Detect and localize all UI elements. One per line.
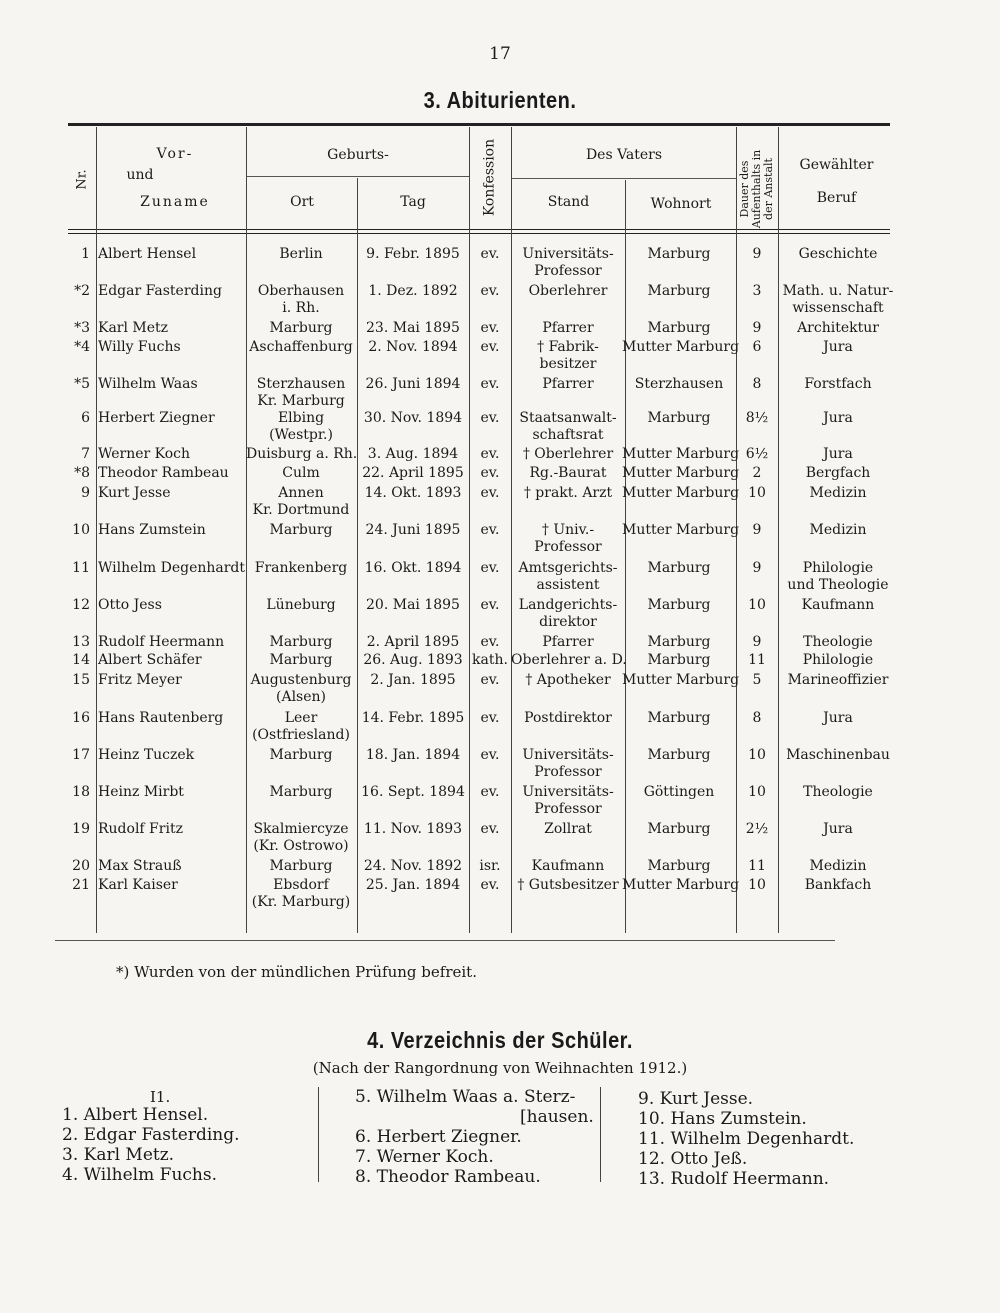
list-item: 10. Hans Zumstein.	[638, 1109, 807, 1129]
cell-tag: 14. Febr. 1895	[361, 710, 465, 726]
cell-tag: 20. Mai 1895	[366, 597, 460, 613]
header-beruf-1: Gewählter	[799, 157, 874, 173]
cell-dauer: 3	[752, 283, 762, 299]
cell-beruf: Jura	[823, 410, 853, 426]
cell-name: Albert Schäfer	[98, 652, 202, 668]
cell-stand: Universitäts-	[522, 784, 614, 800]
cell-beruf: Philologie	[802, 560, 874, 576]
cell-nr: *8	[74, 465, 90, 481]
cell-konf: isr.	[479, 858, 501, 874]
header-geburts: Geburts-	[327, 147, 389, 163]
cell-nr: 17	[72, 747, 90, 763]
cell-beruf: Marineoffizier	[787, 672, 889, 688]
header-ort: Ort	[290, 194, 314, 210]
cell-name: Heinz Tuczek	[98, 747, 195, 763]
cell-name: Otto Jess	[98, 597, 162, 613]
list-divider-2	[600, 1087, 601, 1182]
cell-beruf: Medizin	[809, 858, 867, 874]
cell-stand: Landgerichts-	[518, 597, 618, 613]
header-dauer: Dauer des Aufenthalts in der Anstalt	[738, 149, 775, 229]
cell-name: Wilhelm Waas	[98, 376, 198, 392]
header-tag: Tag	[400, 194, 426, 210]
cell-stand: † Oberlehrer	[522, 446, 614, 462]
cell-konf: ev.	[480, 672, 500, 688]
cell-beruf: Geschichte	[798, 246, 878, 262]
table-row	[68, 409, 898, 443]
cell-stand: † prakt. Arzt	[523, 485, 613, 501]
cell-konf: ev.	[480, 339, 500, 355]
cell-ort-line2: (Alsen)	[276, 689, 326, 705]
cell-ort: Marburg	[269, 320, 333, 336]
cell-stand: † Univ.-	[541, 522, 595, 538]
cell-ort-line2: i. Rh.	[282, 300, 320, 316]
cell-konf: ev.	[480, 320, 500, 336]
table-row	[68, 484, 898, 518]
cell-nr: 7	[81, 446, 90, 462]
cell-wohnort: Mutter Marburg	[622, 446, 740, 462]
student-list-col-2	[355, 1087, 594, 1187]
cell-konf: ev.	[480, 560, 500, 576]
cell-beruf: Jura	[823, 821, 853, 837]
cell-wohnort: Mutter Marburg	[622, 465, 740, 481]
list-item: 7. Werner Koch.	[355, 1147, 494, 1167]
cell-nr: 12	[72, 597, 90, 613]
cell-konf: ev.	[480, 784, 500, 800]
cell-tag: 2. April 1895	[366, 634, 460, 650]
cell-tag: 18. Jan. 1894	[365, 747, 461, 763]
cell-beruf: Bankfach	[804, 877, 872, 893]
cell-ort: Culm	[282, 465, 320, 481]
cell-beruf: Philologie	[802, 652, 874, 668]
cell-konf: ev.	[480, 283, 500, 299]
table-row	[68, 375, 898, 409]
cell-stand: Zollrat	[544, 821, 592, 837]
cell-dauer: 5	[752, 672, 762, 688]
table-row	[68, 876, 898, 910]
cell-ort: Augustenburg	[250, 672, 352, 688]
cell-stand: Pfarrer	[542, 634, 594, 650]
cell-dauer: 10	[748, 597, 766, 613]
cell-tag: 30. Nov. 1894	[363, 410, 463, 426]
cell-tag: 26. Aug. 1893	[363, 652, 463, 668]
cell-konf: ev.	[480, 465, 500, 481]
cell-konf: ev.	[480, 485, 500, 501]
cell-beruf: Architektur	[797, 320, 879, 336]
cell-wohnort: Marburg	[647, 560, 711, 576]
table-row	[68, 596, 898, 630]
section-subtitle: (Nach der Rangordnung von Weihnachten 1912.)	[312, 1059, 688, 1077]
cell-stand: Oberlehrer a. D.	[511, 652, 627, 668]
cell-nr: *4	[74, 339, 90, 355]
table-row	[68, 651, 898, 669]
cell-beruf: Medizin	[809, 485, 867, 501]
cell-stand-line2: Professor	[534, 764, 602, 780]
cell-nr: 15	[72, 672, 90, 688]
cell-ort: Elbing	[277, 410, 325, 426]
cell-konf: ev.	[480, 710, 500, 726]
cell-dauer: 2	[752, 465, 762, 481]
cell-name: Willy Fuchs	[98, 339, 181, 355]
table-row	[68, 671, 898, 705]
cell-dauer: 11	[748, 858, 766, 874]
cell-ort-line2: (Kr. Ostrowo)	[253, 838, 349, 854]
table-row	[68, 338, 898, 372]
cell-dauer: 6½	[745, 446, 769, 462]
cell-nr: *2	[74, 283, 90, 299]
list-item: 9. Kurt Jesse.	[638, 1089, 754, 1109]
cell-ort: Skalmiercyze	[253, 821, 349, 837]
cell-stand: Oberlehrer	[528, 283, 608, 299]
cell-beruf: Maschinenbau	[786, 747, 890, 763]
cell-tag: 16. Sept. 1894	[361, 784, 465, 800]
cell-nr: 10	[72, 522, 90, 538]
cell-ort-line2: Kr. Dortmund	[252, 502, 350, 518]
header-name-1: Vor-	[156, 146, 194, 162]
cell-dauer: 9	[752, 522, 762, 538]
cell-dauer: 8	[752, 376, 762, 392]
cell-name: Theodor Rambeau	[98, 465, 229, 481]
cell-beruf: Theologie	[803, 634, 873, 650]
class-label: I1.	[150, 1088, 171, 1106]
cell-dauer: 11	[748, 652, 766, 668]
cell-beruf-line2: und Theologie	[787, 577, 889, 593]
list-item: [hausen.	[520, 1107, 594, 1127]
cell-ort-line2: (Kr. Marburg)	[251, 894, 351, 910]
cell-ort: Marburg	[269, 747, 333, 763]
cell-wohnort: Marburg	[647, 634, 711, 650]
header-des-vaters: Des Vaters	[585, 147, 663, 163]
cell-stand-line2: schaftsrat	[532, 427, 604, 443]
cell-stand: Staatsanwalt-	[519, 410, 617, 426]
cell-stand: † Fabrik-	[537, 339, 599, 355]
cell-nr: *5	[74, 376, 90, 392]
cell-dauer: 6	[752, 339, 762, 355]
cell-stand: Kaufmann	[531, 858, 605, 874]
student-list-col-3	[638, 1089, 854, 1189]
cell-nr: 6	[81, 410, 90, 426]
cell-nr: *3	[74, 320, 90, 336]
cell-nr: 13	[72, 634, 90, 650]
cell-dauer: 10	[748, 747, 766, 763]
header-nr: Nr.	[74, 169, 90, 190]
geburts-sub-rule	[247, 176, 469, 177]
cell-beruf: Kaufmann	[801, 597, 875, 613]
cell-tag: 16. Okt. 1894	[364, 560, 462, 576]
cell-wohnort: Marburg	[647, 821, 711, 837]
page-number: 17	[489, 44, 511, 64]
cell-ort: Marburg	[269, 522, 333, 538]
cell-beruf: Jura	[823, 710, 853, 726]
cell-tag: 9. Febr. 1895	[366, 246, 460, 262]
cell-wohnort: Marburg	[647, 283, 711, 299]
cell-name: Werner Koch	[98, 446, 191, 462]
table-row	[68, 709, 898, 743]
table-row	[68, 521, 898, 555]
cell-nr: 16	[72, 710, 90, 726]
cell-stand: Pfarrer	[542, 376, 594, 392]
cell-ort: Oberhausen	[257, 283, 345, 299]
cell-ort: Marburg	[269, 784, 333, 800]
header-beruf-2: Beruf	[816, 190, 857, 206]
cell-wohnort: Göttingen	[643, 784, 715, 800]
table-row	[68, 746, 898, 780]
cell-stand: Pfarrer	[542, 320, 594, 336]
table-row	[68, 319, 898, 337]
cell-ort: Annen	[278, 485, 324, 501]
cell-ort-line2: Kr. Marburg	[257, 393, 345, 409]
cell-konf: ev.	[480, 821, 500, 837]
cell-tag: 3. Aug. 1894	[367, 446, 459, 462]
cell-dauer: 10	[748, 485, 766, 501]
cell-name: Hans Rautenberg	[98, 710, 224, 726]
cell-ort-line2: (Ostfriesland)	[252, 727, 350, 743]
cell-wohnort: Marburg	[647, 410, 711, 426]
cell-tag: 2. Nov. 1894	[368, 339, 458, 355]
cell-nr: 11	[72, 560, 90, 576]
cell-tag: 1. Dez. 1892	[368, 283, 458, 299]
cell-dauer: 2½	[745, 821, 769, 837]
cell-wohnort: Marburg	[647, 246, 711, 262]
cell-beruf: Forstfach	[804, 376, 872, 392]
cell-beruf: Math. u. Natur-	[782, 283, 894, 299]
cell-wohnort: Marburg	[647, 652, 711, 668]
list-item: 11. Wilhelm Degenhardt.	[638, 1129, 855, 1149]
cell-konf: ev.	[480, 634, 500, 650]
list-item: 5. Wilhelm Waas a. Sterz-	[355, 1087, 576, 1107]
table-row	[68, 245, 898, 279]
cell-name: Karl Kaiser	[98, 877, 178, 893]
footnote: *) Wurden von der mündlichen Prüfung befreit.	[116, 963, 477, 981]
list-item: 1. Albert Hensel.	[62, 1105, 209, 1125]
cell-wohnort: Marburg	[647, 320, 711, 336]
cell-ort: Frankenberg	[254, 560, 348, 576]
cell-dauer: 9	[752, 320, 762, 336]
vaters-sub-rule	[512, 178, 736, 179]
cell-beruf: Bergfach	[805, 465, 871, 481]
cell-stand-line2: Professor	[534, 263, 602, 279]
section-title-abiturienten: 3. Abiturienten.	[423, 88, 577, 114]
cell-ort-line2: (Westpr.)	[269, 427, 333, 443]
cell-stand: † Apotheker	[525, 672, 611, 688]
cell-wohnort: Mutter Marburg	[622, 672, 740, 688]
cell-name: Rudolf Fritz	[98, 821, 183, 837]
cell-tag: 14. Okt. 1893	[364, 485, 462, 501]
table-row	[68, 445, 898, 463]
cell-stand: Universitäts-	[522, 246, 614, 262]
cell-konf: ev.	[480, 246, 500, 262]
list-divider-1	[318, 1087, 319, 1182]
cell-dauer: 8	[752, 710, 762, 726]
cell-nr: 1	[81, 246, 90, 262]
list-item: 8. Theodor Rambeau.	[355, 1167, 541, 1187]
list-item: 13. Rudolf Heermann.	[638, 1169, 830, 1189]
cell-stand-line2: Professor	[534, 801, 602, 817]
cell-tag: 24. Nov. 1892	[363, 858, 463, 874]
cell-dauer: 10	[748, 784, 766, 800]
table-row	[68, 783, 898, 817]
cell-nr: 20	[72, 858, 90, 874]
table-row	[68, 820, 898, 854]
table-row	[68, 282, 898, 316]
cell-ort: Marburg	[269, 858, 333, 874]
table-row	[68, 559, 898, 593]
cell-wohnort: Marburg	[647, 858, 711, 874]
cell-name: Edgar Fasterding	[98, 283, 222, 299]
cell-stand-line2: assistent	[536, 577, 600, 593]
cell-name: Rudolf Heermann	[98, 634, 225, 650]
cell-konf: ev.	[480, 877, 500, 893]
cell-ort: Duisburg a. Rh.	[246, 446, 358, 462]
cell-ort: Ebsdorf	[273, 877, 329, 893]
cell-name: Hans Zumstein	[98, 522, 206, 538]
cell-beruf: Medizin	[809, 522, 867, 538]
student-list-col-1	[62, 1105, 240, 1185]
cell-ort: Lüneburg	[266, 597, 336, 613]
cell-konf: kath.	[472, 652, 508, 668]
cell-stand: Amtsgerichts-	[518, 560, 618, 576]
cell-ort: Marburg	[269, 652, 333, 668]
cell-wohnort: Marburg	[647, 710, 711, 726]
cell-ort: Marburg	[269, 634, 333, 650]
cell-name: Heinz Mirbt	[98, 784, 184, 800]
cell-tag: 11. Nov. 1893	[363, 821, 463, 837]
cell-wohnort: Marburg	[647, 597, 711, 613]
cell-name: Kurt Jesse	[98, 485, 171, 501]
cell-konf: ev.	[480, 747, 500, 763]
cell-konf: ev.	[480, 597, 500, 613]
cell-nr: 19	[72, 821, 90, 837]
cell-name: Albert Hensel	[98, 246, 197, 262]
header-name-3: Zuname	[140, 194, 210, 210]
cell-dauer: 9	[752, 560, 762, 576]
cell-wohnort: Mutter Marburg	[622, 877, 740, 893]
list-item: 6. Herbert Ziegner.	[355, 1127, 522, 1147]
cell-ort: Sterzhausen	[256, 376, 346, 392]
cell-name: Wilhelm Degenhardt	[98, 560, 246, 576]
cell-wohnort: Sterzhausen	[634, 376, 724, 392]
table-row	[68, 464, 898, 482]
cell-stand: Postdirektor	[524, 710, 612, 726]
cell-tag: 2. Jan. 1895	[370, 672, 456, 688]
cell-stand-line2: Professor	[534, 539, 602, 555]
cell-stand: Universitäts-	[522, 747, 614, 763]
cell-ort: Berlin	[279, 246, 323, 262]
cell-tag: 22. April 1895	[362, 465, 464, 481]
cell-name: Fritz Meyer	[98, 672, 182, 688]
cell-beruf-line2: wissenschaft	[792, 300, 884, 316]
cell-nr: 14	[72, 652, 90, 668]
list-item: 3. Karl Metz.	[62, 1145, 175, 1165]
list-item: 2. Edgar Fasterding.	[62, 1125, 240, 1145]
table-end-rule	[55, 940, 835, 941]
list-item: 12. Otto Jeß.	[638, 1149, 748, 1169]
cell-nr: 9	[81, 485, 90, 501]
cell-wohnort: Mutter Marburg	[622, 339, 740, 355]
cell-beruf: Theologie	[803, 784, 873, 800]
cell-stand: Rg.-Baurat	[529, 465, 607, 481]
cell-wohnort: Mutter Marburg	[622, 522, 740, 538]
cell-name: Karl Metz	[98, 320, 169, 336]
header-konfession: Konfession	[481, 138, 498, 217]
cell-nr: 18	[72, 784, 90, 800]
cell-konf: ev.	[480, 410, 500, 426]
cell-tag: 25. Jan. 1894	[365, 877, 461, 893]
cell-tag: 26. Juni 1894	[365, 376, 461, 392]
cell-wohnort: Mutter Marburg	[622, 485, 740, 501]
cell-beruf: Jura	[823, 446, 853, 462]
cell-dauer: 8½	[745, 410, 769, 426]
cell-beruf: Jura	[823, 339, 853, 355]
section-title-verzeichnis: 4. Verzeichnis der Schüler.	[367, 1028, 633, 1054]
header-stand: Stand	[547, 194, 590, 210]
cell-name: Max Strauß	[98, 858, 182, 874]
cell-stand: † Gutsbesitzer	[517, 877, 619, 893]
cell-ort: Aschaffenburg	[249, 339, 353, 355]
cell-dauer: 9	[752, 634, 762, 650]
cell-stand-line2: direktor	[539, 614, 597, 630]
cell-tag: 23. Mai 1895	[366, 320, 460, 336]
cell-wohnort: Marburg	[647, 747, 711, 763]
header-name-2: und	[126, 167, 154, 183]
list-item: 4. Wilhelm Fuchs.	[62, 1165, 217, 1185]
table-row	[68, 857, 898, 875]
table-top-rule	[68, 123, 890, 126]
cell-stand-line2: besitzer	[539, 356, 597, 372]
cell-name: Herbert Ziegner	[98, 410, 215, 426]
header-wohnort: Wohnort	[650, 196, 712, 212]
cell-tag: 24. Juni 1895	[365, 522, 461, 538]
cell-konf: ev.	[480, 522, 500, 538]
table-row	[68, 633, 898, 651]
cell-konf: ev.	[480, 376, 500, 392]
cell-dauer: 10	[748, 877, 766, 893]
cell-konf: ev.	[480, 446, 500, 462]
cell-ort: Leer	[284, 710, 318, 726]
cell-dauer: 9	[752, 246, 762, 262]
cell-nr: 21	[72, 877, 90, 893]
